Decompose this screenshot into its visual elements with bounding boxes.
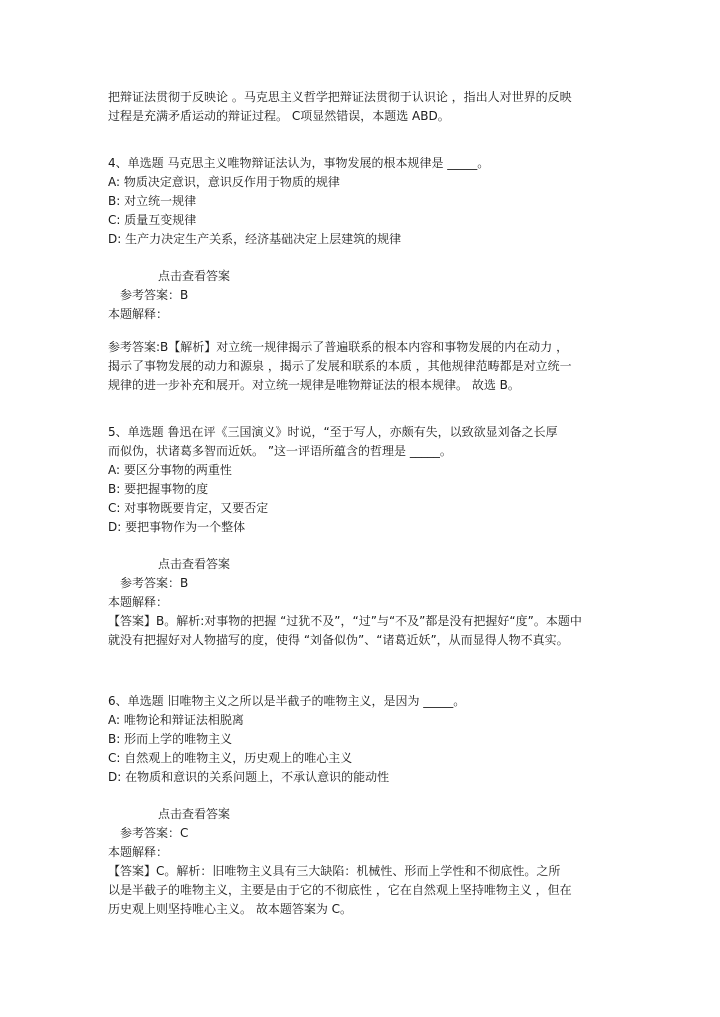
view-answer-link[interactable]: 点击查看答案 xyxy=(158,269,231,283)
explanation-line: 【答案】C。解析：旧唯物主义具有三大缺陷：机械性、形而上学性和不彻底性。之所 xyxy=(108,864,561,878)
reference-answer: 参考答案：B xyxy=(120,576,189,590)
option-a: A: 物质决定意识，意识反作用于物质的规律 xyxy=(108,175,340,189)
reference-answer: 参考答案：C xyxy=(120,826,189,840)
option-c: C: 对事物既要肯定，又要否定 xyxy=(108,501,269,515)
question-stem: 而似伪，状诸葛多智而近妖。 ”这一评语所蕴含的哲理是 _____。 xyxy=(108,444,452,458)
question-stem: 5、单选题 鲁迅在评《三国演义》时说，“至于写人，亦颇有失，以致欲显刘备之长厚 xyxy=(108,425,558,439)
view-answer-link[interactable]: 点击查看答案 xyxy=(158,807,231,821)
question-stem: 4、单选题 马克思主义唯物辩证法认为，事物发展的根本规律是 _____。 xyxy=(108,156,490,170)
option-b: B: 形而上学的唯物主义 xyxy=(108,732,233,746)
explanation-label: 本题解释： xyxy=(108,307,169,321)
option-a: A: 要区分事物的两重性 xyxy=(108,463,232,477)
question-6 xyxy=(108,692,618,919)
intro-line: 过程是充满矛盾运动的辩证过程。 C项显然错误，本题选 ABD。 xyxy=(108,109,450,123)
option-b: B: 要把握事物的度 xyxy=(108,482,209,496)
explanation-line: 以是半截子的唯物主义，主要是由于它的不彻底性 ，它在自然观上坚持唯物主义 ，但在 xyxy=(108,883,572,897)
explanation-line: 参考答案:B【解析】对立统一规律揭示了普遍联系的根本内容和事物发展的内在动力 ， xyxy=(108,340,569,354)
option-c: C: 自然观上的唯物主义，历史观上的唯心主义 xyxy=(108,751,353,765)
option-c: C: 质量互变规律 xyxy=(108,213,197,227)
explanation-line: 【答案】B。解析:对事物的把握 “过犹不及”，“过”与“不及”都是没有把握好“度”。本题中 xyxy=(108,614,582,628)
question-4 xyxy=(108,154,618,395)
explanation-line: 规律的进一步补充和展开。对立统一规律是唯物辩证法的根本规律。 故选 B。 xyxy=(108,378,520,392)
explanation-line: 就没有把握好对人物描写的度，使得 “刘备似伪”、“诸葛近妖”，从而显得人物不真实。 xyxy=(108,633,569,647)
reference-answer: 参考答案：B xyxy=(120,288,189,302)
option-d: D: 生产力决定生产关系，经济基础决定上层建筑的规律 xyxy=(108,232,402,246)
document-content xyxy=(108,88,618,919)
question-5 xyxy=(108,423,618,650)
explanation-label: 本题解释： xyxy=(108,845,169,859)
option-a: A: 唯物论和辩证法相脱离 xyxy=(108,713,244,727)
option-b: B: 对立统一规律 xyxy=(108,194,197,208)
explanation-line: 历史观上则坚持唯心主义。 故本题答案为 C。 xyxy=(108,902,353,916)
option-d: D: 要把事物作为一个整体 xyxy=(108,520,246,534)
option-d: D: 在物质和意识的关系问题上，不承认意识的能动性 xyxy=(108,770,390,784)
explanation-label: 本题解释： xyxy=(108,595,169,609)
question-stem: 6、单选题 旧唯物主义之所以是半截子的唯物主义，是因为 _____。 xyxy=(108,694,466,708)
view-answer-link[interactable]: 点击查看答案 xyxy=(158,557,231,571)
intro-line: 把辩证法贯彻于反映论 。马克思主义哲学把辩证法贯彻于认识论 ，指出人对世界的反映 xyxy=(108,90,572,104)
explanation-line: 揭示了事物发展的动力和源泉 ，揭示了发展和联系的本质 ，其他规律范畴都是对立统一 xyxy=(108,359,572,373)
